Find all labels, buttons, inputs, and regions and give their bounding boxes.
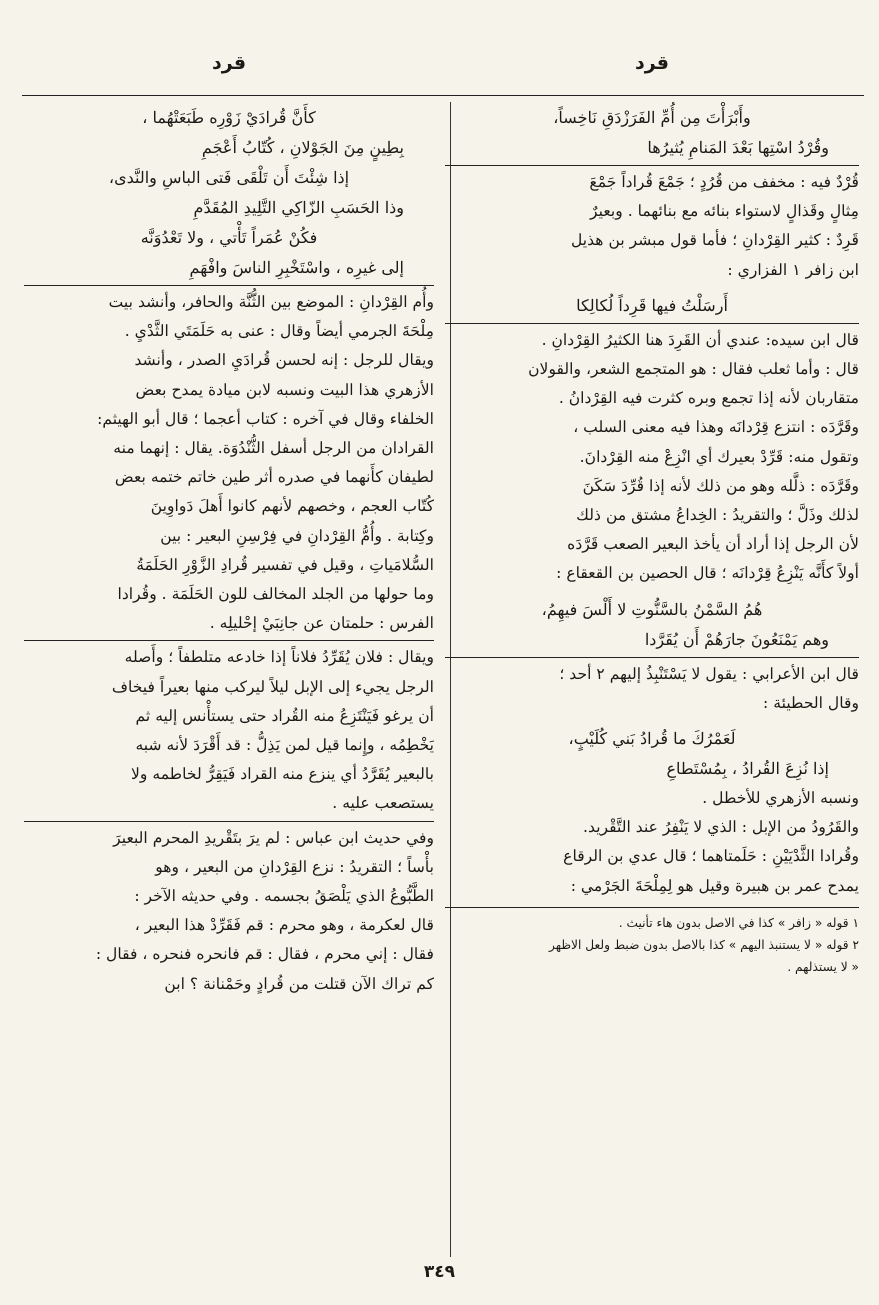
paragraph-line: ويقال : فلان يُقَرِّدُ فلاناً إذا خادعه متلطفاً ؛ وأَصله <box>124 648 434 667</box>
verse-separator <box>445 323 859 324</box>
paragraph-line: ونسبه الأزهري للأخطل . <box>702 789 859 808</box>
running-header-left: قرد <box>212 52 247 74</box>
verse-line: فكُنْ عُمَراً تَأْتي ، ولا تَعْدُوَنَّه <box>140 228 318 247</box>
paragraph-line: الفرس : حلمتان عن جانِبَيْ إحْليلِه . <box>209 614 434 633</box>
paragraph-line: كُتّاب العجم ، وخصهم لأنهم كانوا أَهلَ دَواوِينَ <box>150 497 434 516</box>
verse-line: إلى غيرِه ، واسْتَخْبِرِ الناسَ وافْهَمِ <box>189 258 404 277</box>
verse-separator <box>445 657 859 658</box>
paragraph-line: أن يرغو فَيَنْتَزِعُ منه القُراد حتى يستأْنس إليه ثم <box>135 706 434 725</box>
paragraph-line: والقَرُودُ من الإبل : الذي لا يَنْفِرُ عند التَّقْريد. <box>583 818 859 837</box>
verse-separator <box>24 285 434 286</box>
paragraph-line: الطَّبُّوعُ الذي يَلْصَقُ بجسمه . وفي حديثه الآخر : <box>134 887 434 906</box>
paragraph-line: وكِتابة . وأُمُّ القِرْدانِ في فِرْسِنِ البعير : بين <box>160 526 434 545</box>
footnote: ١ قوله « زافر » كذا في الاصل بدون هاء تأنيث . <box>618 915 859 930</box>
running-header-right: قرد <box>634 52 669 74</box>
paragraph-separator <box>24 640 434 641</box>
paragraph-line: لأن الرجل إذا أراد أن يأخذ البعير الصعب قَرَّدَه <box>567 535 859 554</box>
verse-separator <box>445 165 859 166</box>
paragraph-line: قال ابن الأعرابي : يقول لا يَسْتَنْبِذُ إليهم ٢ أحد ؛ <box>559 664 859 683</box>
paragraph-line: يَخْطِمُه ، وإِنما قيل لمن يَذِلُّ : قد أَقْرَدَ لأنه شبه <box>135 736 434 755</box>
verse-line: وقُرْدُ اسْتِها بَعْدَ المَنامِ يُثيرُها <box>647 138 829 157</box>
paragraph-line: قال لعكرمة ، وهو محرم : قم فَقَرِّدْ هذا البعير ، <box>134 916 434 935</box>
paragraph-line: قَرِدٌ : كثير القِرْدانِ ؛ فأما قول مبشر بن هذيل <box>570 231 859 250</box>
footnote-rule <box>445 907 859 908</box>
paragraph-line: لذلك وذَلَّ ؛ والتقريدُ : الخِداعُ مشتق من ذلك <box>576 506 859 525</box>
verse-line: وهم يَمْنَعُونَ جارَهُمْ أَن يُقَرَّدا <box>644 629 829 649</box>
paragraph-line: السُّلامَياتِ ، وقيل في تفسير قُرادِ الزَّوْرِ الحَلَمَةُ <box>136 555 434 574</box>
header-rule <box>22 95 864 96</box>
paragraph-line: كم تراك الآن قتلت من قُرادٍ وحَمْنانة ؟ ابن <box>164 974 434 993</box>
verse-line: هُمُ السَّمْنُ بالسَّنُّوتِ لا أَلْسَ فيهِمُ، <box>541 599 763 619</box>
paragraph-line: يستصعب عليه . <box>332 794 434 813</box>
verse-line: كأَنَّ قُرادَيْ زَوْرِه طَبَعَتْهُما ، <box>142 108 316 127</box>
verse-line: وذا الحَسَبِ الزّاكِي التَّلِيدِ المُقَدَّمِ <box>193 198 404 217</box>
verse-line: إذا نُزِعَ القُرادُ ، بِمُسْتَطاعِ <box>666 759 829 779</box>
paragraph-line: وأُم القِرْدانِ : الموضع بين الثُّنَّة والحافر، وأنشد بيت <box>108 293 434 311</box>
verse-line: بِطِينٍ مِنَ الجَوْلانِ ، كُتّابُ أَعْجَمِ <box>201 138 404 157</box>
paragraph-line: الخلفاء وقال في آخره : كتاب أعجما ؛ قال أبو الهيثم: <box>97 409 434 428</box>
verse-line: أَرسَلْتُ فيها قَرِداً لُكالِكا <box>576 295 728 315</box>
page-number: ٣٤٩ <box>423 1262 456 1282</box>
paragraph-line: بالبعير يُقَرَّدُ أي ينزع منه القراد فَيَقِرُّ لخاطمه ولا <box>130 765 434 784</box>
paragraph-line: مِلْحَةَ الجرمي أيضاً وقال : عنى به حَلَمَتَي الثَّدْيِ . <box>124 322 434 341</box>
paragraph-line: ابن زافر ١ الفزاري : <box>727 260 859 279</box>
paragraph-line: وما حولها من الجلد المخالف للون الحَلَمَة . وقُرادا <box>117 585 434 604</box>
left-column <box>24 103 434 999</box>
paragraph-line: وتقول منه: قَرِّدْ بعيرك أي انْزِعْ منه القِرْدانَ. <box>579 447 859 466</box>
paragraph-line: الرجل يجيء إلى الإبل ليلاً ليركب منها بعيراً فيخاف <box>111 677 434 696</box>
footnote: « لا يستذلهم . <box>787 959 859 974</box>
paragraph-line: متقاربان لأنه إذا تجمع وبره كثرت فيه القِرْدانُ . <box>558 389 859 408</box>
verse-line: إذا شِئْتَ أَن تَلْقَى فَتى الباسِ والنَّدى، <box>108 168 350 187</box>
paragraph-line: الأزهري هذا البيت ونسبه لابن ميادة يمدح بعض <box>135 380 434 399</box>
paragraph-line: أولاً كأَنَّه يَنْزِعُ قِرْدانَه ؛ قال الحصين بن القعقاع : <box>556 564 859 583</box>
paragraph-line: مِثالٍ وقَذالٍ لاستواء بنائه مع بنائهما . وبعيرٌ <box>590 202 859 221</box>
verse-line: لَعَمْرُكَ ما قُرادُ بَني كُلَيْبٍ، <box>568 729 736 749</box>
paragraph-line: وقُرادا الثَّدْيَيْنِ : حَلَمتاهما ؛ قال عدي بن الرقاع <box>563 847 859 866</box>
paragraph-line: ويقال للرجل : إنه لحسن قُرادَيِ الصدر ، وأنشد <box>134 351 434 370</box>
paragraph-line: بأْساً ؛ التقريدُ : نزع القِرْدانِ من البعير ، وهو <box>155 857 434 876</box>
paragraph-line: قال : وأما ثعلب فقال : هو المتجمع الشعر، والقولان <box>528 360 859 379</box>
paragraph-line: وقال الحطيئة : <box>763 693 859 712</box>
paragraph-line: قال ابن سيده: عندي أن القَرِدَ هنا الكثيرُ القِرْدانِ . <box>541 330 859 349</box>
paragraph-line: فقال : إني محرم ، فقال : قم فانحره فنحره ، فقال : <box>95 945 434 964</box>
verse-line: وأَبْرَأْتَ مِن أُمِّ الفَرَزْدَقِ نَاخِساً، <box>553 108 751 127</box>
paragraph-line: وقَرَّدَه : انتزع قِرْدانَه وهذا فيه معنى السلب ، <box>573 418 859 437</box>
paragraph-line: يمدح عمر بن هبيرة وقيل هو لِمِلْحَةَ الجَرْمي : <box>570 876 859 895</box>
paragraph-separator <box>24 821 434 822</box>
footnote: ٢ قوله « لا يستنبذ اليهم » كذا بالاصل بدون ضبط ولعل الاظهر <box>549 937 859 952</box>
paragraph-line: قُرْدٌ فيه : مخفف من قُرُدٍ ؛ جَمْعَ قُراداً جَمْعَ <box>589 173 859 191</box>
paragraph-line: وقَرَّدَه : ذلَّله وهو من ذلك لأنه إذا قُرِّدَ سَكَنَ <box>582 476 859 495</box>
paragraph-line: القرادان من الرجل أسفل الثُّنْدُوَة. يقال : إنهما منه <box>113 439 434 458</box>
paragraph-line: وفي حديث ابن عباس : لم يرَ بتَقْريدِ المحرم البعيرَ <box>113 828 434 847</box>
paragraph-line: لطيفان كأَنهما في صدره أثر طين خاتم ختمه بعض <box>114 468 434 487</box>
right-column <box>445 103 859 978</box>
